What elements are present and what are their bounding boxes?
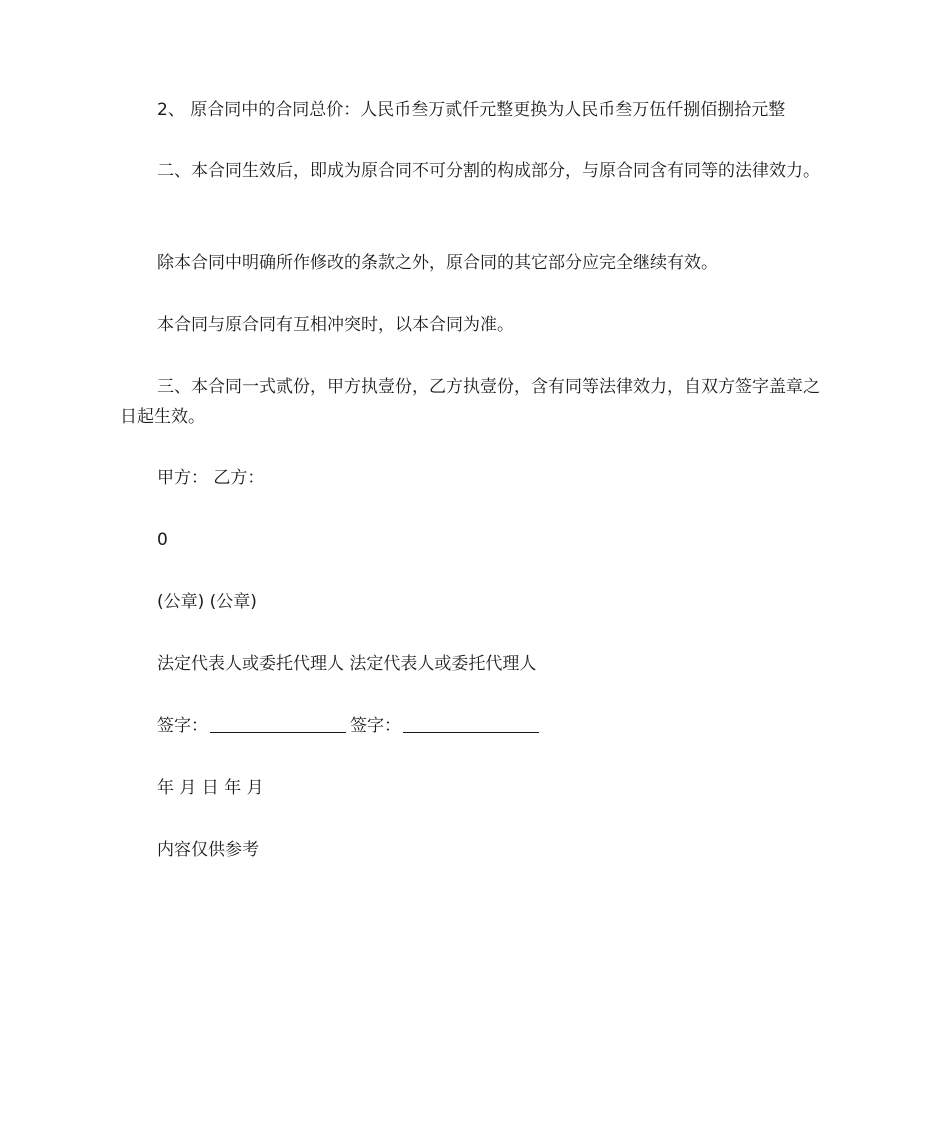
remaining-terms-clause: 除本合同中明确所作修改的条款之外，原合同的其它部分应完全继续有效。 (157, 253, 718, 273)
signature-blank-party-b (403, 714, 539, 733)
clause-three: 三、本合同一式贰份，甲方执壹份，乙方执壹份，含有同等法律效力，自双方签字盖章之日起生效。 (120, 377, 820, 427)
seal-line: (公章) (公章) (157, 592, 257, 612)
date-line: 年 月 日 年 月 (157, 778, 264, 798)
conflict-clause: 本合同与原合同有互相冲突时，以本合同为准。 (157, 315, 514, 335)
signature-line (120, 711, 832, 741)
zero-line: 0 (157, 530, 168, 550)
parties-line: 甲方： 乙方： (157, 468, 265, 488)
reference-note: 内容仅供参考 (157, 840, 259, 860)
signature-blank-party-a (210, 714, 346, 733)
signature-label-party-a: 签字： (157, 716, 208, 736)
representative-line: 法定代表人或委托代理人 法定代表人或委托代理人 (157, 654, 537, 674)
price-change-item: 2、 原合同中的合同总价：人民币叁万贰仟元整更换为人民币叁万伍仟捌佰捌拾元整 (157, 100, 786, 120)
signature-label-party-b: 签字： (350, 716, 401, 736)
clause-two: 二、本合同生效后，即成为原合同不可分割的构成部分，与原合同含有同等的法律效力。 (157, 161, 820, 181)
